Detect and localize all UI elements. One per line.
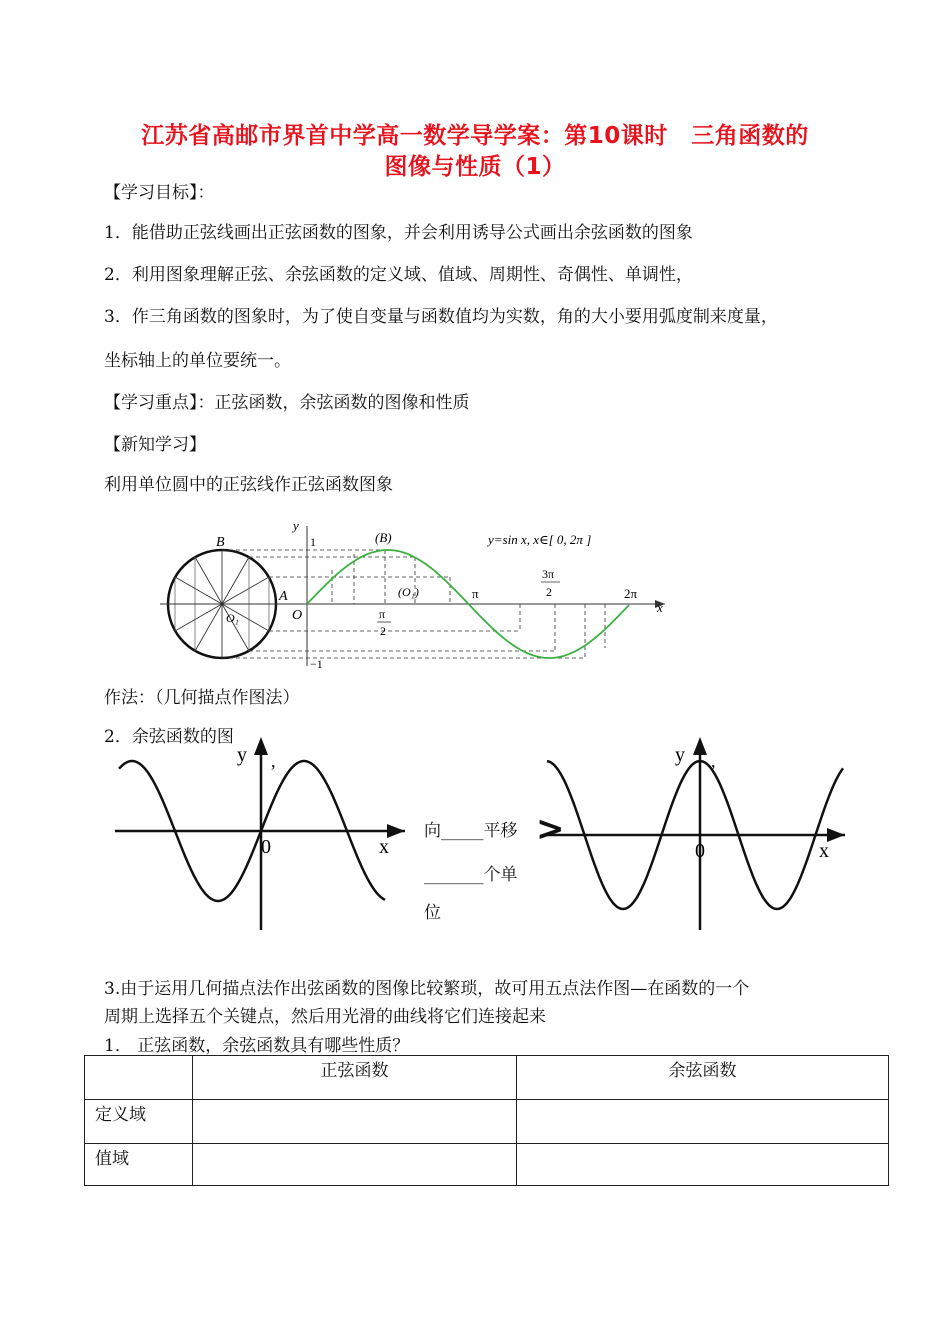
focus-text: 【学习重点】：正弦函数，余弦函数的图像和性质: [104, 393, 470, 413]
five-point-a: 3.由于运用几何描点法作出弦函数的图像比较繁琐，故可用五点法作图—在函数的一个: [104, 979, 750, 999]
shift-line-2: _______个单: [424, 865, 518, 885]
shift-line-3: 位: [424, 903, 441, 923]
label-3pi-den: 2: [546, 585, 552, 599]
table-row: [85, 1144, 889, 1186]
left-x-arrow: [387, 824, 405, 838]
label-y: y: [293, 518, 299, 533]
goals-heading: 【学习目标】：: [104, 183, 215, 203]
properties-table: [84, 1055, 889, 1186]
left-x-label: x: [379, 836, 389, 858]
five-point-b: 周期上选择五个关键点，然后用光滑的曲线将它们连接起来: [104, 1007, 546, 1027]
table-cell: 值域: [85, 1144, 193, 1186]
label-x: x: [657, 600, 663, 615]
right-y-arrow: [693, 737, 707, 755]
right-x-arrow: [827, 828, 845, 842]
page-title-line1: 江苏省高邮市界首中学高一数学导学案：第10课时 三角函数的: [141, 123, 809, 149]
label-O: O: [292, 608, 303, 623]
table-header-row: [85, 1056, 889, 1100]
label-3pi-num: 3π: [542, 567, 555, 581]
goal-item-2: 2．利用图象理解正弦、余弦函数的定义域、值域、周期性、奇偶性、单调性，: [104, 265, 693, 285]
left-origin-label: 0: [261, 836, 271, 858]
sine-caption: y=sin x, x∈[ 0, 2π ]: [488, 532, 592, 547]
label-A: A: [279, 589, 288, 604]
table-header-cell: 正弦函数: [193, 1056, 517, 1100]
cosine-title: 2．余弦函数的图: [104, 727, 234, 747]
right-x-label: x: [819, 840, 829, 862]
table-row: [85, 1100, 889, 1144]
table-cell: 定义域: [85, 1100, 193, 1144]
right-y-label: y: [675, 744, 685, 766]
label-O1: O₁: [226, 611, 239, 625]
newknow-intro: 利用单位圆中的正弦线作正弦函数图象: [104, 475, 393, 495]
label-pi-half-num: π: [379, 607, 386, 621]
label-1: 1: [310, 535, 316, 549]
sine-unit-circle-figure: [160, 518, 680, 672]
table-header-cell: [85, 1056, 193, 1100]
left-comma: ,: [271, 751, 276, 771]
goal-item-1: 1．能借助正弦线画出正弦函数的图象，并会利用诱导公式画出余弦函数的图象: [104, 223, 693, 243]
table-cell: [517, 1144, 889, 1186]
page-title-line2: 图像与性质（1）: [384, 154, 566, 180]
label-pi-half-den: 2: [380, 624, 386, 638]
table-header-cell: 余弦函数: [517, 1056, 889, 1100]
right-origin-label: 0: [695, 840, 705, 862]
newknow-heading: 【新知学习】: [104, 435, 206, 455]
sine-wave-left-figure: [115, 735, 415, 935]
label-pi: π: [472, 586, 479, 601]
left-y-arrow: [254, 737, 268, 755]
right-comma: ,: [711, 751, 716, 771]
properties-question: 1． 正弦函数，余弦函数具有哪些性质？: [104, 1036, 410, 1056]
label-2pi: 2π: [624, 586, 638, 601]
table-cell: [517, 1100, 889, 1144]
goal-item-3b: 坐标轴上的单位要统一。: [104, 351, 291, 371]
label-m1: −1: [310, 657, 323, 671]
shift-line-1: 向_____平移: [424, 821, 518, 841]
method-text: 作法：（几何描点作图法）: [104, 688, 300, 708]
cosine-wave-right-figure: [545, 735, 850, 935]
shift-arrow-icon: >: [536, 809, 565, 849]
table-cell: [193, 1144, 517, 1186]
label-B: B: [216, 535, 225, 550]
label-pB: (B): [375, 530, 392, 545]
left-y-label: y: [237, 744, 247, 766]
goal-item-3a: 3．作三角函数的图象时，为了使自变量与函数值均为实数，角的大小要用弧度制来度量，: [104, 307, 778, 327]
table-cell: [193, 1100, 517, 1144]
label-pO1: (O₁): [398, 585, 419, 599]
